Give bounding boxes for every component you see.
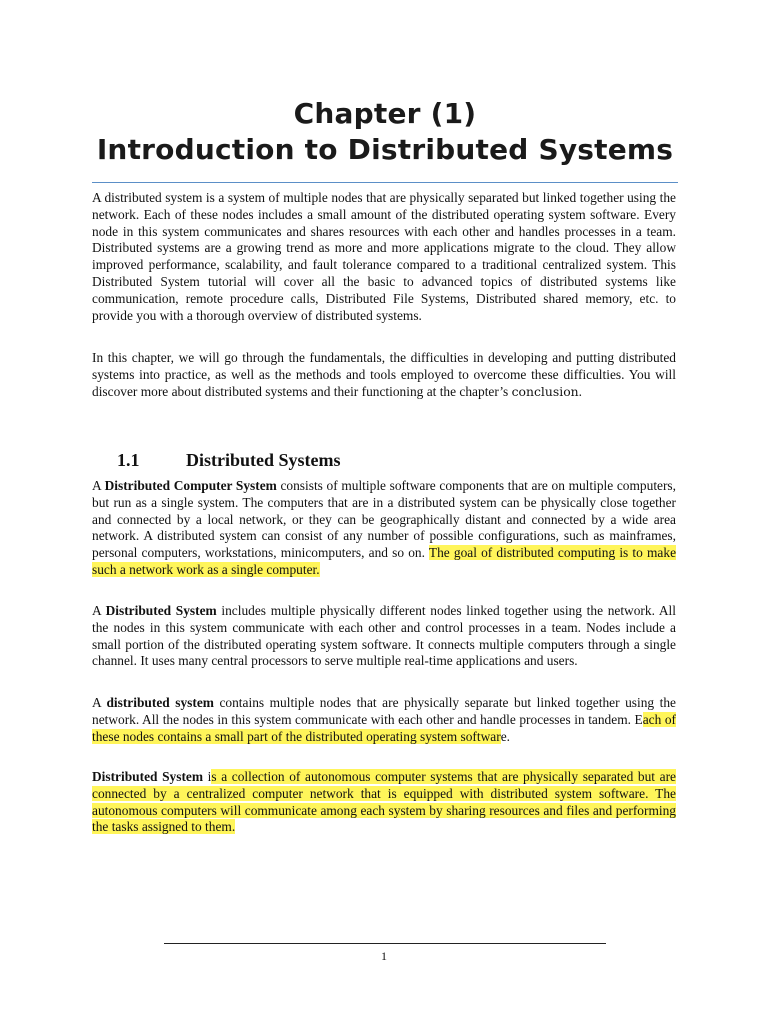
p4-bold-term: Distributed System [105, 603, 217, 618]
p3-lead: A [92, 478, 105, 493]
p3-bold-term: Distributed Computer System [104, 478, 277, 493]
intro-p2-word: conclusion [511, 383, 579, 399]
footer-divider [164, 943, 606, 944]
p4-lead: A [92, 603, 106, 618]
section-number: 1.1 [117, 450, 140, 470]
p4-text: includes multiple physically different nodes linked together using the network. All the nodes in this system communicate with each other and control processes in a team. Nodes include a small portion of the distributed operating system software. It connects multiple computers through a single channel. It uses many central processors to serve multiple real-time applications and users. [92, 603, 676, 669]
p3-text: consists of multiple software components that are on multiple computers, but run as a single system. The computers that are in a distributed system can be physically close together and connected by a local network, or they can be geographically distant and connected by a wide area network. A distributed system can consist of any number of possible configurations, such as mainframes, personal computers, workstations, minicomputers, and so on. [92, 478, 676, 561]
chapter-label: Chapter (1) [293, 97, 477, 130]
intro-paragraph-2 [92, 350, 676, 400]
paragraph-distributed-system-nodes [92, 603, 676, 670]
p6-bold-term: Distributed System [92, 769, 204, 784]
intro-p1-text: A distributed system is a system of multiple nodes that are physically separated but linked together using the network. Each of these nodes includes a small amount of the distributed operating system software. Every node in this system communicates and shares resources with each other and handles processes in a team. Distributed systems are a growing trend as more and more applications migrate to the cloud. They allow improved performance, scalability, and fault tolerance compared to a traditional centralized system. This Distributed System tutorial will cover all the basic to advanced topics of distributed systems like communication, remote procedure calls, Distributed File Systems, Distributed shared memory, etc. to provide you with a thorough overview of distributed systems. [92, 190, 676, 323]
title-divider [92, 182, 678, 183]
section-heading [117, 449, 341, 471]
p5-highlight: ach of these nodes contains a small part of the distributed operating system softwar [92, 711, 676, 744]
intro-p2-end: . [578, 383, 582, 399]
section-title: Distributed Systems [186, 450, 341, 470]
chapter-title: Introduction to Distributed Systems [96, 133, 674, 166]
p3-highlight: The goal of distributed computing is to make such a network work as a single computer. [92, 545, 677, 577]
intro-paragraph-1 [92, 190, 676, 324]
p5-end: e. [500, 728, 510, 744]
paragraph-distributed-system-tandem [92, 695, 676, 745]
p5-text: contains multiple nodes that are physically separate but linked together using the network. All the nodes in this system communicate with each other and handle processes in tandem. E [92, 695, 676, 727]
paragraph-distributed-system-definition [92, 769, 676, 836]
page-number: 1 [381, 949, 387, 963]
chapter-title-block [92, 96, 678, 168]
paragraph-distributed-computer-system [92, 478, 676, 579]
p5-bold-term: distributed system [106, 695, 214, 710]
p5-lead: A [92, 695, 107, 710]
p6-text: i [203, 769, 212, 784]
intro-p2-text: In this chapter, we will go through the fundamentals, the difficulties in developing and putting distributed systems into practice, as well as the methods and tools employed to overcome these difficulties. You will discover more about distributed systems and their functioning at the chapter’s [92, 350, 676, 399]
p6-highlight: s a collection of autonomous computer systems that are physically separated but are connected by a centralized computer network that is equipped with distributed system software. The autonomous computers will communicate among each system by sharing resources and files and performing the tasks assigned to them. [92, 769, 676, 835]
